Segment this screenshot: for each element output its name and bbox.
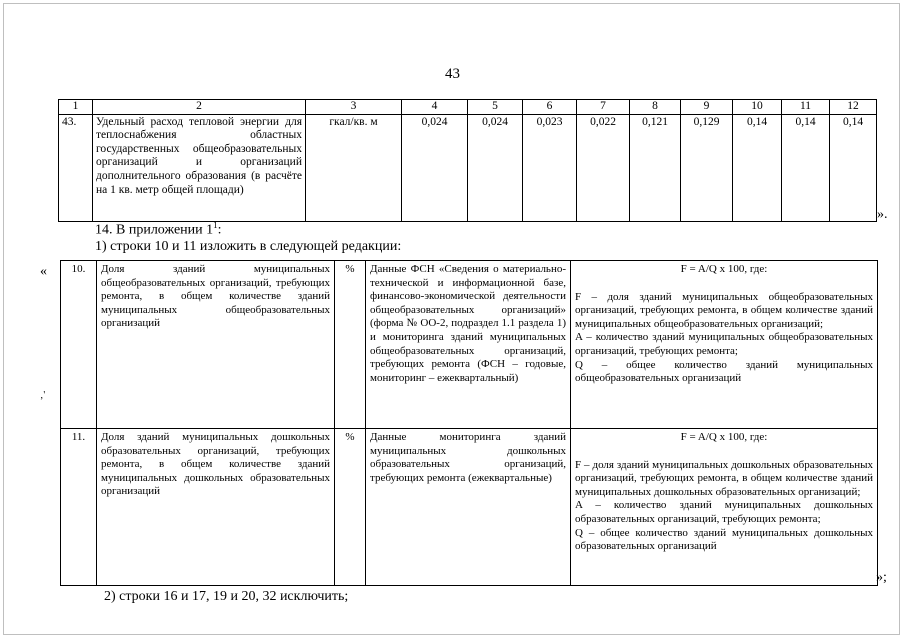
page-number: 43 bbox=[445, 66, 460, 82]
table-header-row bbox=[59, 100, 877, 115]
unit-cell: % bbox=[335, 261, 366, 429]
formula: F = A/Q x 100, где: bbox=[680, 263, 768, 275]
opening-quote: « bbox=[40, 264, 47, 279]
closing-quote-1: ». bbox=[877, 207, 888, 222]
row-number: 11. bbox=[61, 429, 97, 586]
definition: Q – общее количество зданий муниципальных общеобразовательных организаций bbox=[575, 358, 873, 385]
header-cell: 8 bbox=[630, 100, 681, 115]
formula-cell bbox=[571, 429, 878, 586]
value-cell: 0,024 bbox=[468, 114, 523, 221]
margin-mark: ‚' bbox=[40, 390, 46, 401]
paragraph-14: 14. В приложении $1^1$: bbox=[95, 220, 222, 238]
table-row bbox=[61, 429, 878, 586]
paragraph-1: 1) строки 10 и 11 изложить в следующей редакции: bbox=[95, 239, 402, 254]
header-cell: 3 bbox=[306, 100, 402, 115]
unit-cell: % bbox=[335, 429, 366, 586]
value-cell: 0,14 bbox=[830, 114, 877, 221]
value-cell: 0,022 bbox=[577, 114, 630, 221]
header-cell: 6 bbox=[523, 100, 577, 115]
indicator-name: Доля зданий муниципальных дошкольных образовательных организаций, требующих ремонта, в общем количестве зданий муниципальных дошкольных образовательных организаций bbox=[97, 429, 335, 586]
value-cell: 0,129 bbox=[681, 114, 733, 221]
unit-cell: гкал/кв. м bbox=[306, 114, 402, 221]
header-cell: 9 bbox=[681, 100, 733, 115]
table-row bbox=[61, 261, 878, 429]
row-number: 43. bbox=[59, 114, 93, 221]
paragraph-2: 2) строки 16 и 17, 19 и 20, 32 исключить; bbox=[104, 589, 349, 604]
header-cell: 5 bbox=[468, 100, 523, 115]
definition: Q – общее количество зданий муниципальных дошкольных образовательных организаций bbox=[575, 526, 873, 553]
superscript: 1 bbox=[213, 220, 218, 230]
header-cell: 12 bbox=[830, 100, 877, 115]
header-cell: 10 bbox=[733, 100, 782, 115]
formula-cell bbox=[571, 261, 878, 429]
value-cell: 0,121 bbox=[630, 114, 681, 221]
indicator-name: Удельный расход тепловой энергии для теплоснабжения областных государственных общеобразовательных организаций и организаций дополнительного образования (в расчёте на 1 кв. метр общей площади) bbox=[93, 114, 306, 221]
header-cell: 4 bbox=[402, 100, 468, 115]
data-source: Данные мониторинга зданий муниципальных дошкольных образовательных организаций, требующих ремонта (ежеквартальные) bbox=[366, 429, 571, 586]
table-row bbox=[59, 114, 877, 221]
value-cell: 0,14 bbox=[733, 114, 782, 221]
value-cell: 0,14 bbox=[782, 114, 830, 221]
data-source: Данные ФСН «Сведения о материально-технической и информационной базе, финансово-экономической деятельности общеобразовательных организаций» (форма № ОО-2, подраздел 1.1 раздела 1) и мониторинга зданий муниципальных общеобразовательных организаций, требующих ремонта (ФСН – годовые, мониторинг – ежеквартальный) bbox=[366, 261, 571, 429]
formula: F = A/Q x 100, где: bbox=[680, 431, 768, 443]
value-cell: 0,024 bbox=[402, 114, 468, 221]
header-cell: 2 bbox=[93, 100, 306, 115]
definition: F – доля зданий муниципальных общеобразовательных организаций, требующих ремонта, в общем количестве зданий муниципальных общеобразовательных организаций; bbox=[575, 290, 873, 330]
header-cell: 11 bbox=[782, 100, 830, 115]
indicator-table bbox=[58, 99, 877, 222]
definition: A – количество зданий муниципальных дошкольных образовательных организаций, требующих ремонта; bbox=[575, 499, 873, 525]
value-cell: 0,023 bbox=[523, 114, 577, 221]
definition: F – доля зданий муниципальных дошкольных образовательных организаций, требующих ремонта, в общем количестве зданий муниципальных дошкольных образовательных организаций; bbox=[575, 458, 873, 498]
indicator-name: Доля зданий муниципальных общеобразовательных организаций, требующих ремонта, в общем количестве зданий муниципальных общеобразовательных организаций bbox=[97, 261, 335, 429]
header-cell: 1 bbox=[59, 100, 93, 115]
header-cell: 7 bbox=[577, 100, 630, 115]
definition: A – количество зданий муниципальных общеобразовательных организаций, требующих ремонта; bbox=[575, 331, 873, 357]
closing-quote-2: »; bbox=[876, 570, 887, 585]
row-number: 10. bbox=[61, 261, 97, 429]
replacement-table bbox=[60, 260, 878, 586]
